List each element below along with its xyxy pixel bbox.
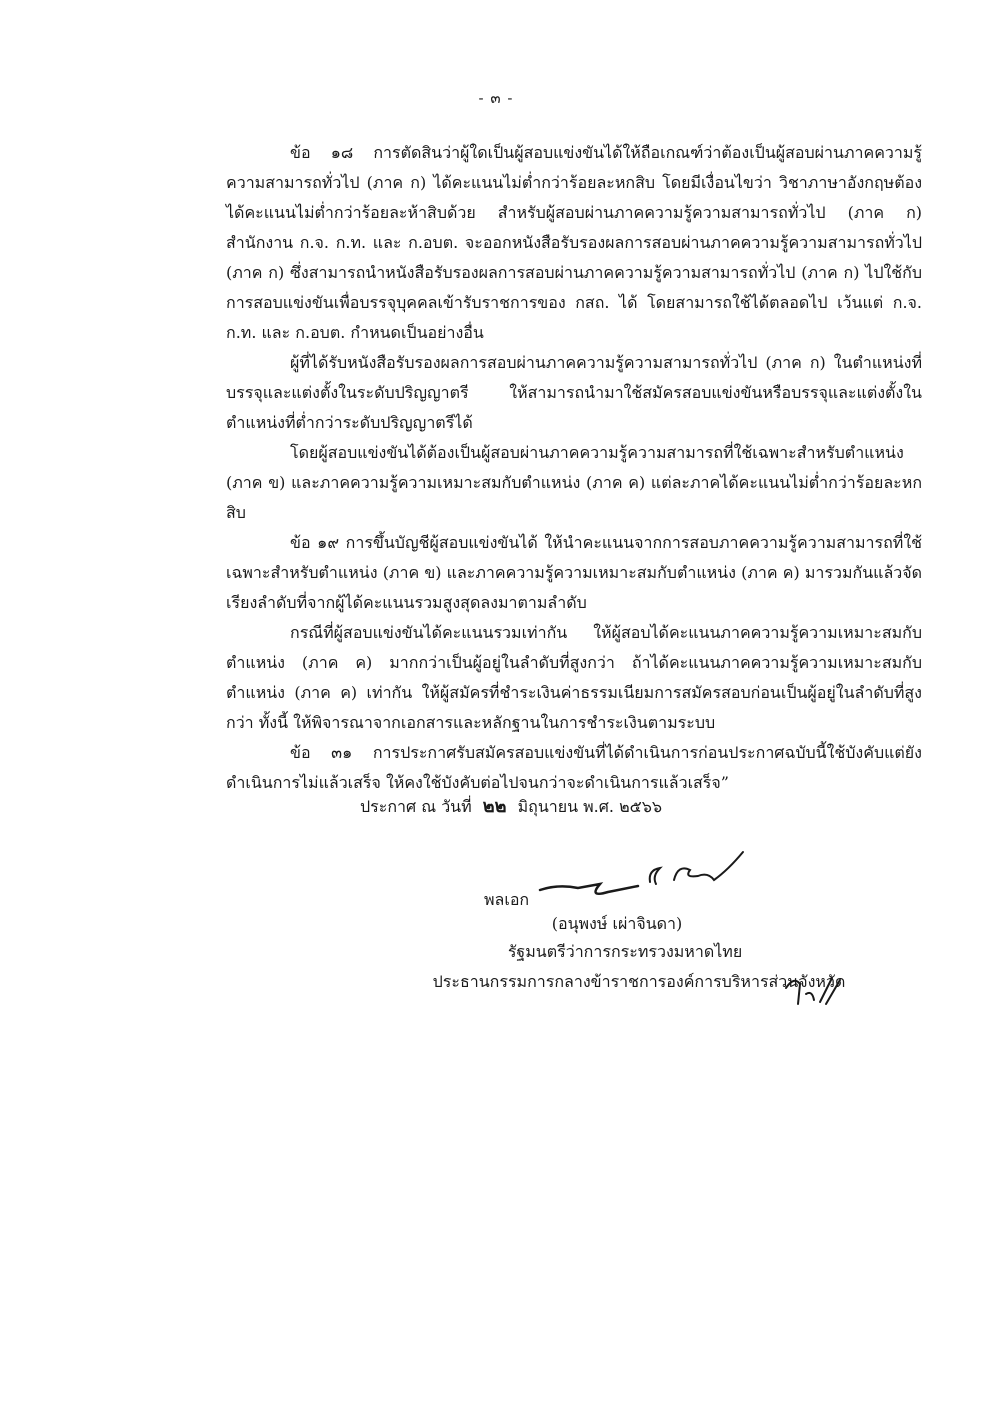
paragraph: ข้อ ๑๘ การตัดสินว่าผู้ใดเป็นผู้สอบแข่งขันได้ให้ถือเกณฑ์ว่าต้องเป็นผู้สอบผ่านภาคความรู้ความสามารถทั่วไป (ภาค ก) ได้คะแนนไม่ต่ำกว่าร้อยละหกสิบ โดยมีเงื่อนไขว่า วิชาภาษาอังกฤษต้องได้คะแนนไม่ต่ำกว่าร้อยละห้าสิบด้วย สำหรับผู้สอบผ่านภาคความรู้ความสามารถทั่วไป (ภาค ก) สำนักงาน ก.จ. ก.ท. และ ก.อบต. จะออกหนังสือรับรองผลการสอบผ่านภาคความรู้ความสามารถทั่วไป (ภาค ก) ซึ่งสามารถนำหนังสือรับรองผลการสอบผ่านภาคความรู้ความสามารถทั่วไป (ภาค ก) ไปใช้กับการสอบแข่งขันเพื่อบรรจุบุคคลเข้ารับราชการของ กสถ. ได้ โดยสามารถใช้ได้ตลอดไป เว้นแต่ ก.จ. ก.ท. และ ก.อบต. กำหนดเป็นอย่างอื่น <box>226 143 922 342</box>
handwritten-signature <box>538 840 778 910</box>
announcement-day: ๒๒ <box>482 796 507 817</box>
announcement-date-line <box>360 792 662 822</box>
document-body <box>226 138 922 798</box>
paragraph: ข้อ ๓๑ การประกาศรับสมัครสอบแข่งขันที่ได้ดำเนินการก่อนประกาศฉบับนี้ใช้บังคับแต่ยังดำเนินการไม่แล้วเสร็จ ให้คงใช้บังคับต่อไปจนกว่าจะดำเนินการแล้วเสร็จ” <box>226 743 922 792</box>
announcement-prefix: ประกาศ ณ วันที่ <box>360 797 472 816</box>
paragraph: กรณีที่ผู้สอบแข่งขันได้คะแนนรวมเท่ากัน ให้ผู้สอบได้คะแนนภาคความรู้ความเหมาะสมกับตำแหน่ง (ภาค ค) มากกว่าเป็นผู้อยู่ในลำดับที่สูงกว่า ถ้าได้คะแนนภาคความรู้ความเหมาะสมกับตำแหน่ง (ภาค ค) เท่ากัน ให้ผู้สมัครที่ชำระเงินค่าธรรมเนียมการสมัครสอบก่อนเป็นผู้อยู่ในลำดับที่สูงกว่า ทั้งนี้ ให้พิจารณาจากเอกสารและหลักฐานในการชำระเงินตามระบบ <box>226 623 922 732</box>
announcement-month-year: มิถุนายน พ.ศ. ๒๕๖๖ <box>517 797 663 816</box>
signatory-rank: พลเอก <box>484 890 530 909</box>
signatory-title-chairman: ประธานกรรมการกลางข้าราชการองค์การบริหารส่วนจังหวัด <box>432 972 846 991</box>
page-number: - ๓ - <box>478 89 514 107</box>
signatory-name: (อนุพงษ์ เผ่าจินดา) <box>551 914 683 933</box>
signature-block <box>410 840 880 1040</box>
paragraph: ข้อ ๑๙ การขึ้นบัญชีผู้สอบแข่งขันได้ ให้นำคะแนนจากการสอบภาคความรู้ความสามารถที่ใช้เฉพาะสำหรับตำแหน่ง (ภาค ข) และภาคความรู้ความเหมาะสมกับตำแหน่ง (ภาค ค) มารวมกันแล้วจัดเรียงลำดับที่จากผู้ได้คะแนนรวมสูงสุดลงมาตามลำดับ <box>226 533 922 612</box>
paragraph: โดยผู้สอบแข่งขันได้ต้องเป็นผู้สอบผ่านภาคความรู้ความสามารถที่ใช้เฉพาะสำหรับตำแหน่ง (ภาค ข) และภาคความรู้ความเหมาะสมกับตำแหน่ง (ภาค ค) แต่ละภาคได้คะแนนไม่ต่ำกว่าร้อยละหกสิบ <box>226 443 922 522</box>
handwritten-initials <box>780 970 850 1014</box>
signatory-title-minister: รัฐมนตรีว่าการกระทรวงมหาดไทย <box>507 942 743 961</box>
paragraph: ผู้ที่ได้รับหนังสือรับรองผลการสอบผ่านภาคความรู้ความสามารถทั่วไป (ภาค ก) ในตำแหน่งที่บรรจุและแต่งตั้งในระดับปริญญาตรี ให้สามารถนำมาใช้สมัครสอบแข่งขันหรือบรรจุและแต่งตั้งในตำแหน่งที่ต่ำกว่าระดับปริญญาตรีได้ <box>226 353 922 432</box>
